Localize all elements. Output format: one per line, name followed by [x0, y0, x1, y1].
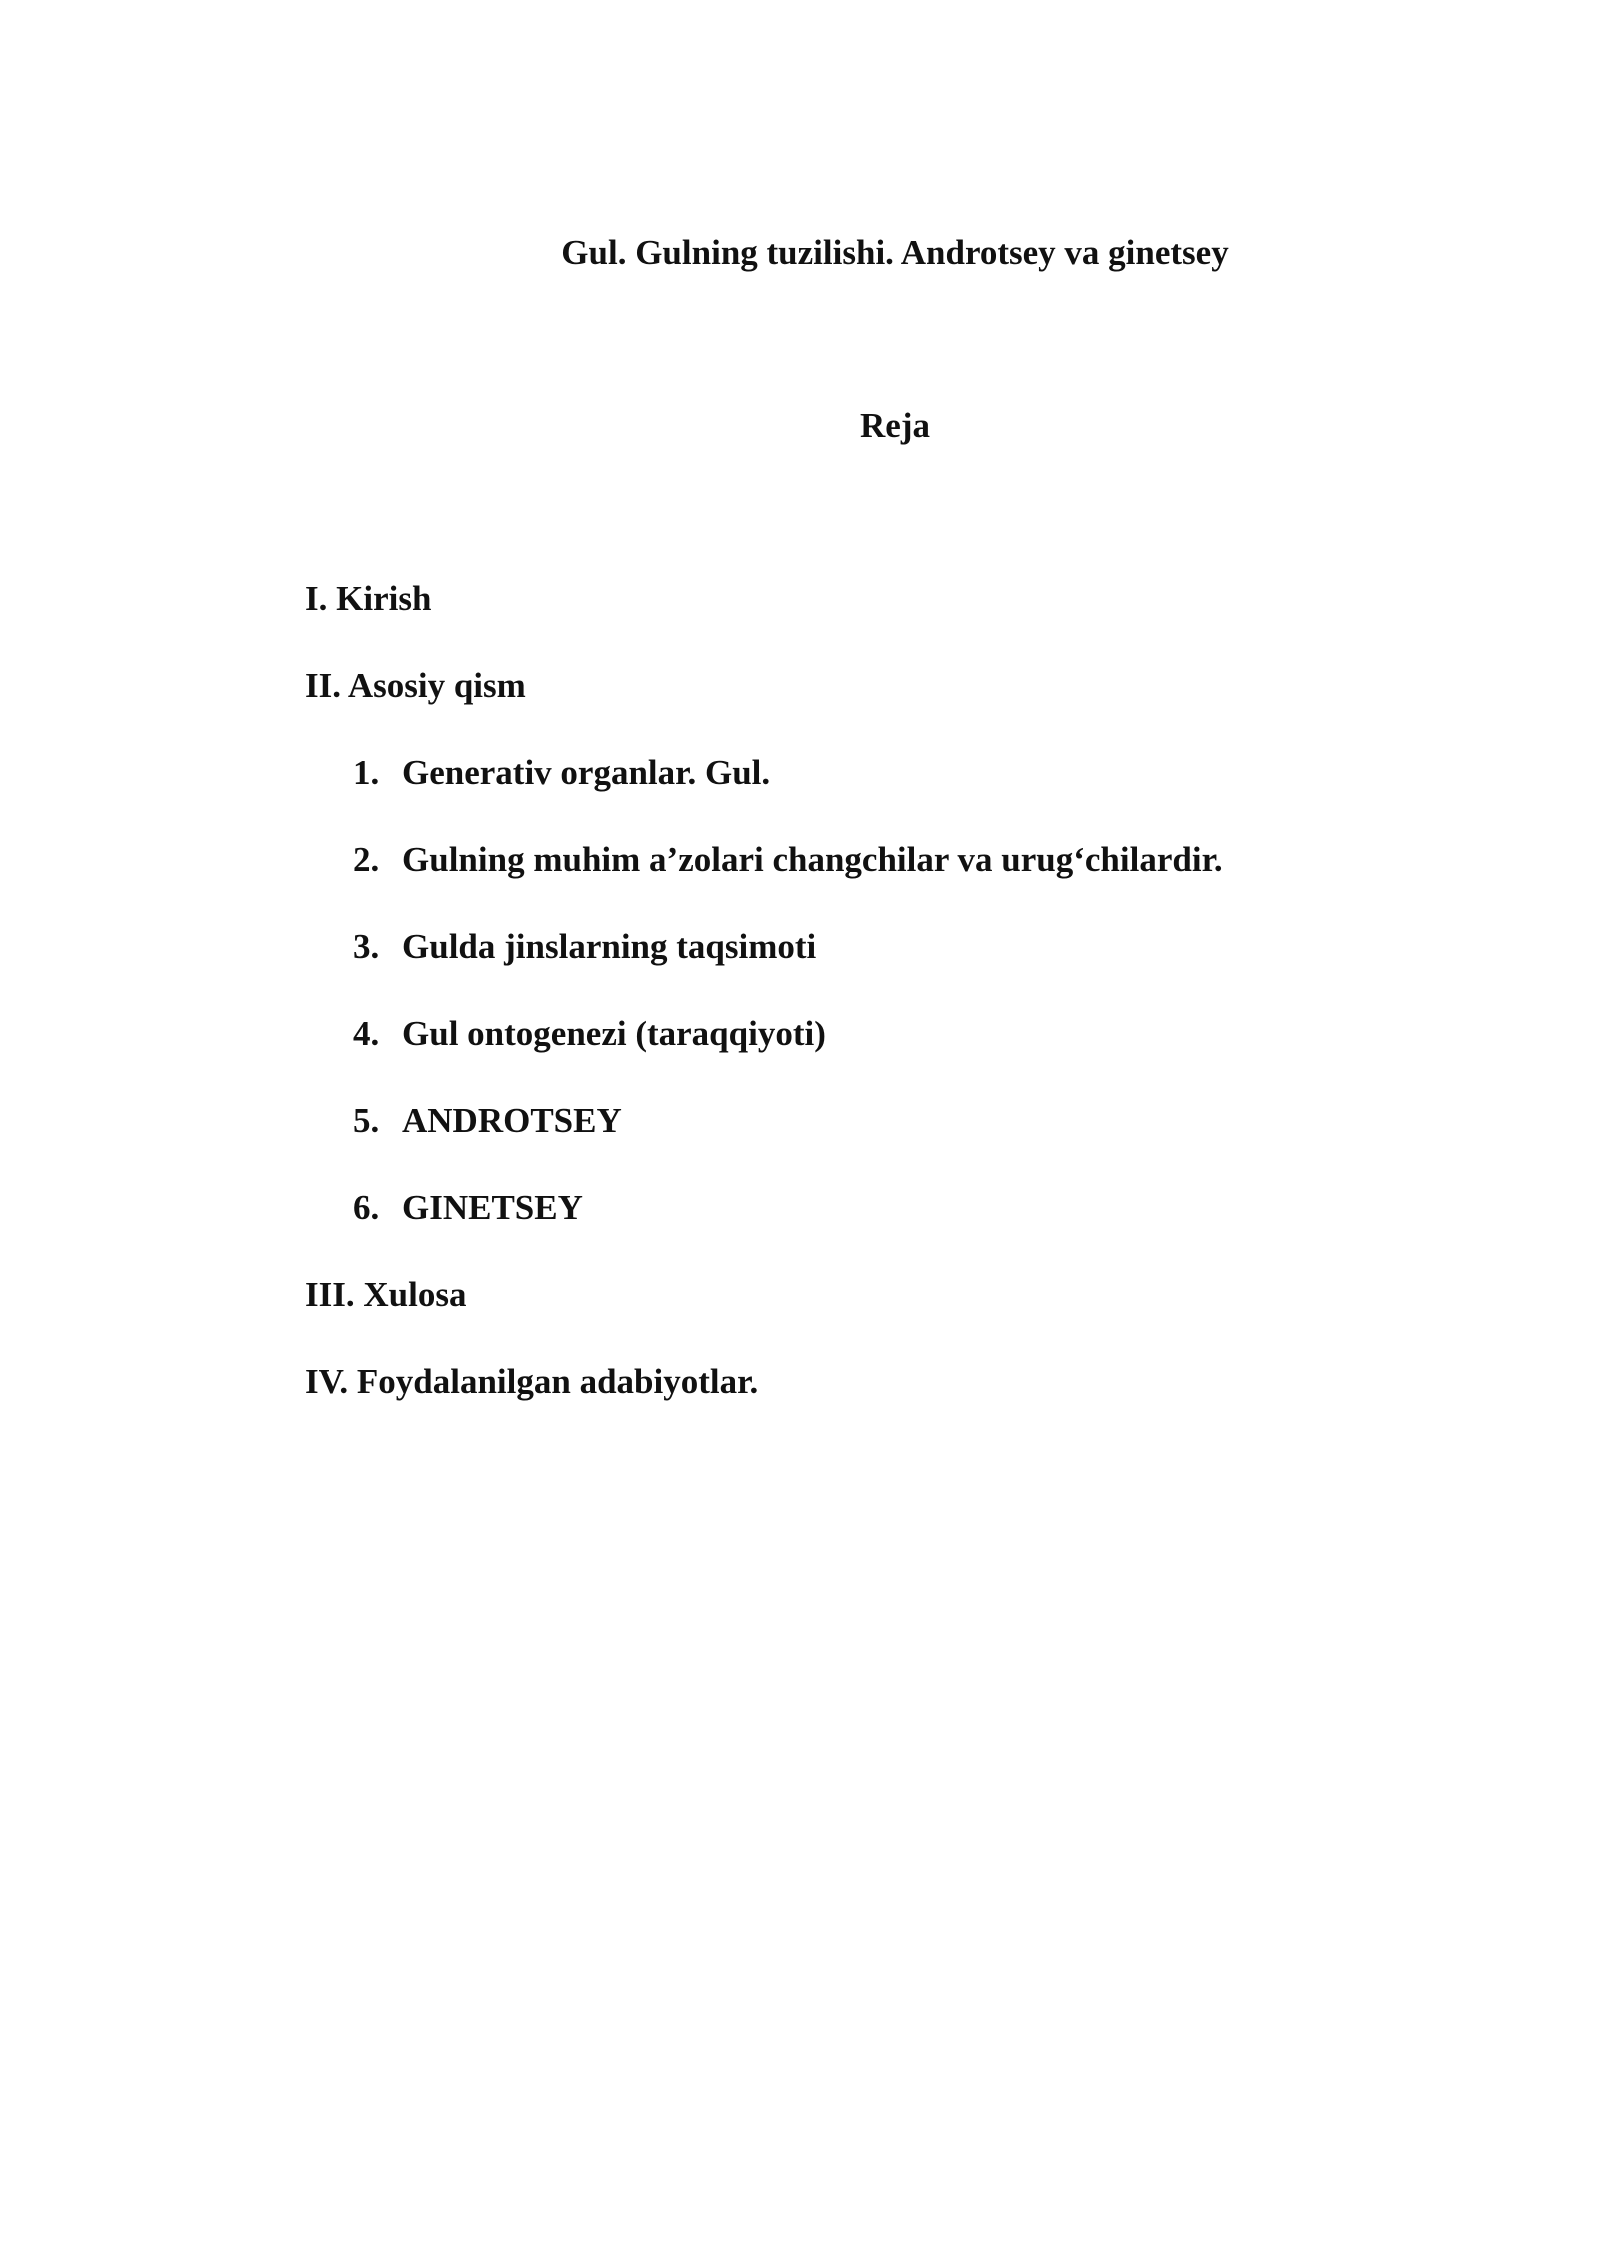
outline-item-number: IV.	[305, 1362, 349, 1401]
outline-item-text: Gul ontogenezi (taraqqiyoti)	[402, 1014, 826, 1053]
outline-item-number: III.	[305, 1275, 355, 1314]
outline-item-number: 5.	[353, 1101, 380, 1140]
outline-item-text: Kirish	[336, 579, 432, 618]
outline-item-number: 1.	[353, 753, 380, 792]
outline-item-number: 4.	[353, 1014, 380, 1053]
outline-item-number: 2.	[353, 840, 380, 879]
outline-item-text: Generativ organlar. Gul.	[402, 753, 771, 792]
outline-subitem-5	[305, 1096, 1405, 1183]
plan-heading: Reja	[860, 406, 930, 445]
outline-item-number: 6.	[353, 1188, 380, 1227]
outline-item-2	[305, 661, 1405, 748]
outline-item-1	[305, 574, 1405, 661]
outline-subitem-4	[305, 1009, 1405, 1096]
outline-item-text: Xulosa	[363, 1275, 467, 1314]
outline-item-number: I.	[305, 579, 328, 618]
outline-item-number: 3.	[353, 927, 380, 966]
outline-item-text: GINETSEY	[402, 1188, 583, 1227]
document-title: Gul. Gulning tuzilishi. Androtsey va ginetsey	[561, 233, 1229, 272]
plan-outline	[305, 574, 1405, 1444]
outline-subitem-1	[305, 748, 1405, 835]
outline-item-text: Gulning muhim a’zolari changchilar va urug‘chilardir.	[402, 840, 1223, 879]
outline-subitem-3	[305, 922, 1405, 1009]
outline-subitem-6	[305, 1183, 1405, 1270]
outline-item-text: Foydalanilgan adabiyotlar.	[356, 1362, 759, 1401]
outline-item-text: Asosiy qism	[347, 666, 526, 705]
outline-item-3	[305, 1270, 1405, 1357]
outline-item-4	[305, 1357, 1405, 1444]
outline-subitem-2	[305, 835, 1405, 922]
outline-item-number: II.	[305, 666, 341, 705]
outline-item-text: Gulda jinslarning taqsimoti	[402, 927, 817, 966]
outline-item-text: ANDROTSEY	[402, 1101, 622, 1140]
